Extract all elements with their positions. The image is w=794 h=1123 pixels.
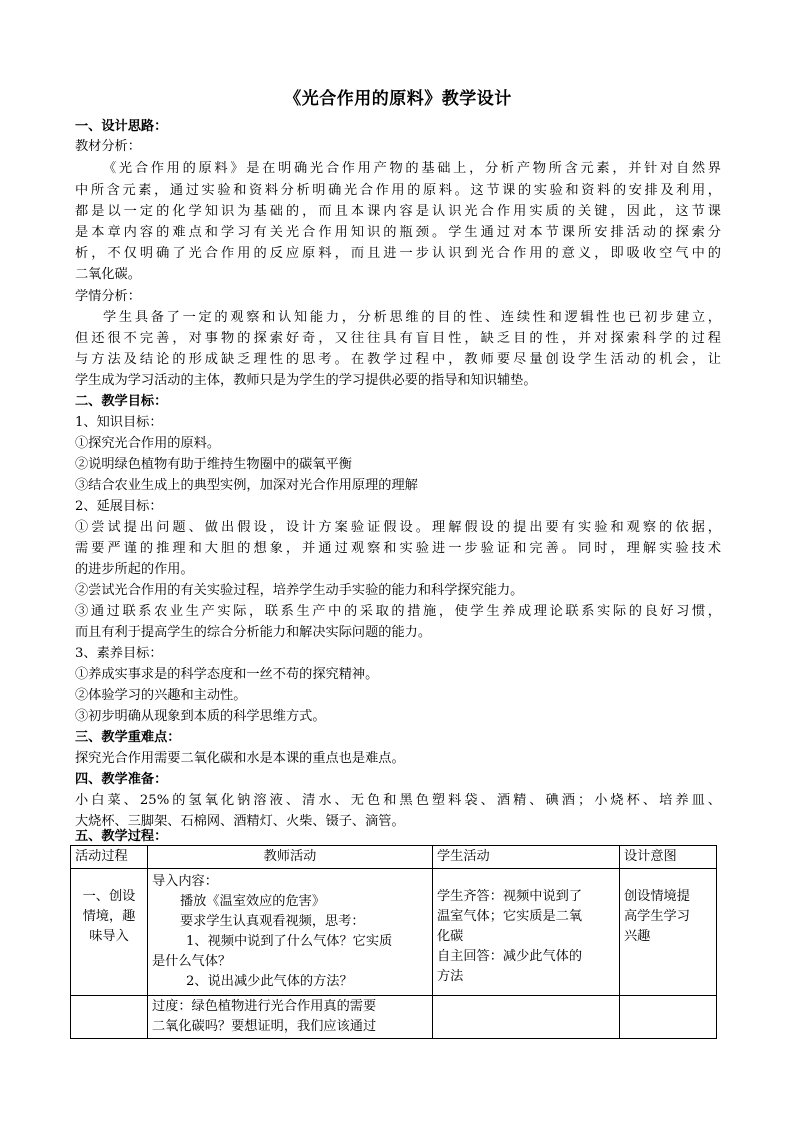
student-line: 与方法及结论的形成缺乏理性的思考。在教学过程中，教师要尽量创设学生活动的机会，让 (75, 352, 721, 367)
teacher-activity-cell (148, 869, 433, 996)
knowledge-goal-item: ③结合农业生成上的典型实例，加深对光合作用原理的理解 (75, 478, 418, 493)
design-intent-cell (620, 996, 717, 1039)
student-activity-line: 方法 (437, 969, 464, 984)
materials-line: 小白菜、25%的氢氧化钠溶液、清水、无色和黑色塑料袋、酒精、碘酒；小烧杯、培养皿、 (75, 793, 721, 808)
stage-line: 一、创设 (82, 889, 136, 904)
stage-line: 情境，趣 (82, 909, 136, 924)
material-line: 二氧化碳。 (75, 267, 141, 282)
teacher-line: 1、视频中说到了什么气体？它实质 (186, 934, 393, 949)
quality-goal-item: ②体验学习的兴趣和主动性。 (75, 688, 247, 703)
extension-goal-line: 需要严谨的推理和大胆的想象，并通过观察和实验进一步验证和完善。同时，理解实验技术 (75, 541, 721, 556)
design-intent-cell (620, 869, 717, 996)
quality-goal-item: ③初步明确从现象到本质的科学思维方式。 (75, 709, 326, 724)
teaching-process-table (70, 845, 717, 1039)
student-activity-cell (433, 996, 620, 1039)
material-line: 是本章内容的难点和学习有关光合作用知识的瓶颈。学生通过对本节课所安排活动的探索分 (75, 225, 721, 240)
teacher-line: 过度：绿色植物进行光合作用真的需要 (152, 999, 377, 1014)
knowledge-goal-item: ②说明绿色植物有助于维持生物圈中的碳氧平衡 (75, 457, 352, 472)
section-1-heading: 一、设计思路： (75, 119, 168, 134)
student-line: 学生成为学习活动的主体，教师只是为学生的学习提供必要的指导和知识辅垫。 (75, 373, 537, 388)
student-line: 学生具备了一定的观察和认知能力，分析思维的目的性、连续性和逻辑性也已初步建立， (103, 310, 721, 325)
teacher-line: 二氧化碳吗？要想证明，我们应该通过 (152, 1019, 377, 1034)
document-title: 《光合作用的原料》教学设计 (284, 89, 512, 109)
teacher-line: 2、说出减少此气体的方法？ (186, 974, 353, 989)
table-row (71, 996, 717, 1039)
table-row (71, 869, 717, 996)
extension-goal-line: 的进步所起的作用。 (75, 562, 194, 577)
header-teacher: 教师活动 (148, 846, 433, 869)
section-3-heading: 三、教学重难点： (75, 730, 181, 745)
teacher-line: 要求学生认真观看视频，思考： (180, 914, 365, 929)
intent-line: 兴趣 (624, 929, 651, 944)
teacher-line: 是什么气体？ (152, 954, 232, 969)
material-line: 析，不仅明确了光合作用的反应原料，而且进一步认识到光合作用的意义，即吸收空气中的 (75, 246, 721, 261)
teacher-activity-cell (148, 996, 433, 1039)
header-stage: 活动过程 (71, 846, 148, 869)
knowledge-goal-item: ①探究光合作用的原料。 (75, 436, 221, 451)
student-activity-line: 化碳 (437, 929, 464, 944)
intent-line: 高学生学习 (624, 909, 690, 924)
quality-goal-label: 3、素养目标： (75, 646, 163, 661)
intent-line: 创设情境提 (624, 889, 690, 904)
section-5-heading: 五、教学过程： (75, 829, 168, 844)
material-line: 都是以一定的化学知识为基础的，而且本课内容是认识光合作用实质的关键，因此，这节课 (75, 204, 721, 219)
extension-goal-line: ②尝试光合作用的有关实验过程，培养学生动手实验的能力和科学探究能力。 (75, 583, 524, 598)
material-line: 中所含元素，通过实验和资料分析明确光合作用的原料。这节课的实验和资料的安排及利用， (75, 183, 721, 198)
student-activity-line: 学生齐答：视频中说到了 (437, 889, 583, 904)
teacher-line: 导入内容： (152, 874, 218, 889)
student-activity-cell (433, 869, 620, 996)
section-4-heading: 四、教学准备： (75, 772, 168, 787)
key-difficulty-text: 探究光合作用需要二氧化碳和水是本课的重点也是难点。 (75, 751, 405, 766)
header-intent: 设计意图 (620, 846, 717, 869)
teacher-line: 播放《温室效应的危害》 (180, 894, 326, 909)
student-line: 但还很不完善，对事物的探索好奇，又往往具有盲目性，缺乏目的性，并对探索科学的过程 (75, 331, 721, 346)
material-analysis-label: 教材分析： (75, 139, 141, 154)
extension-goal-line: ③通过联系农业生产实际，联系生产中的采取的措施，使学生养成理论联系实际的良好习惯， (75, 604, 721, 619)
stage-line: 味导入 (89, 929, 129, 944)
material-line: 《光合作用的原料》是在明确光合作用产物的基础上，分析产物所含元素，并针对自然界 (103, 161, 721, 176)
extension-goal-line: 而且有利于提高学生的综合分析能力和解决实际问题的能力。 (75, 625, 432, 640)
stage-cell (71, 869, 148, 996)
student-activity-line: 温室气体；它实质是二氧 (437, 909, 583, 924)
extension-goal-label: 2、延展目标： (75, 499, 163, 514)
table-header-row (71, 846, 717, 869)
extension-goal-line: ①尝试提出问题、做出假设，设计方案验证假设。理解假设的提出要有实验和观察的依据， (75, 520, 721, 535)
materials-line: 大烧杯、三脚架、石棉网、酒精灯、火柴、镊子、滴管。 (75, 814, 405, 829)
student-analysis-label: 学情分析： (75, 289, 141, 304)
quality-goal-item: ①养成实事求是的科学态度和一丝不苟的探究精神。 (75, 667, 379, 682)
stage-cell (71, 996, 148, 1039)
student-activity-line: 自主回答：减少此气体的 (437, 949, 583, 964)
header-student: 学生活动 (433, 846, 620, 869)
section-2-heading: 二、教学目标： (75, 394, 168, 409)
knowledge-goal-label: 1、知识目标： (75, 415, 163, 430)
